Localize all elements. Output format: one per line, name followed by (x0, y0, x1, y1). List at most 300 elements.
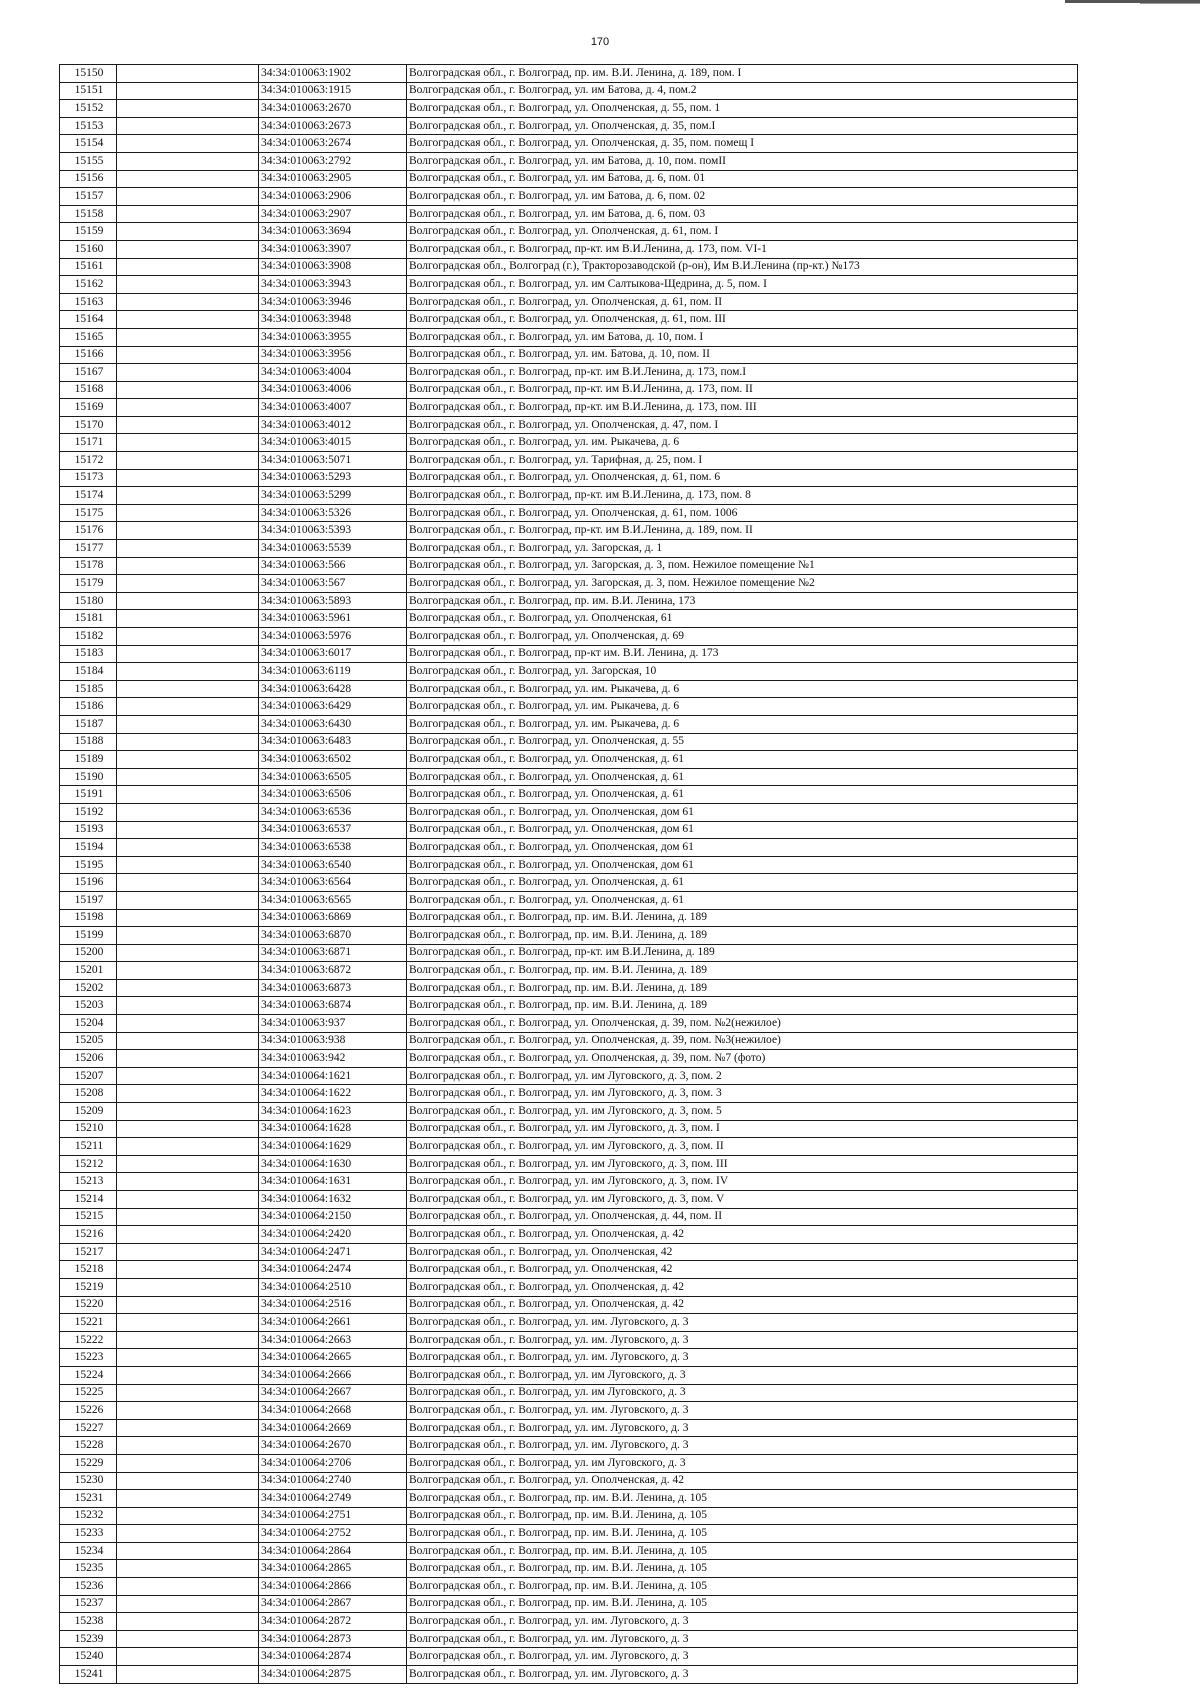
table-row (60, 188, 1078, 206)
table-row (60, 328, 1078, 346)
row-number-cell: 15158 (60, 205, 117, 223)
empty-cell (117, 927, 259, 945)
table-row (60, 944, 1078, 962)
table-row (60, 610, 1078, 628)
empty-cell (117, 891, 259, 909)
empty-cell (117, 452, 259, 470)
address-cell: Волгоградская обл., г. Волгоград, ул. им. Батова, д. 10, пом. II (407, 346, 1078, 364)
table-row (60, 1613, 1078, 1631)
row-number-cell: 15216 (60, 1226, 117, 1244)
address-cell: Волгоградская обл., г. Волгоград, ул. им Салтыкова-Щедрина, д. 5, пом. I (407, 276, 1078, 294)
table-row (60, 1173, 1078, 1191)
row-number-cell: 15217 (60, 1243, 117, 1261)
address-cell: Волгоградская обл., г. Волгоград, ул. им Луговского, д. 3, пом. II (407, 1138, 1078, 1156)
empty-cell (117, 293, 259, 311)
cadastral-number-cell: 34:34:010064:2873 (259, 1630, 407, 1648)
table-row (60, 258, 1078, 276)
table-row (60, 1630, 1078, 1648)
row-number-cell: 15196 (60, 874, 117, 892)
address-cell: Волгоградская обл., г. Волгоград, ул. им Луговского, д. 3, пом. 5 (407, 1103, 1078, 1121)
empty-cell (117, 786, 259, 804)
table-row (60, 1314, 1078, 1332)
row-number-cell: 15174 (60, 487, 117, 505)
empty-cell (117, 628, 259, 646)
empty-cell (117, 1173, 259, 1191)
empty-cell (117, 645, 259, 663)
row-number-cell: 15241 (60, 1666, 117, 1684)
table-row (60, 645, 1078, 663)
empty-cell (117, 610, 259, 628)
empty-cell (117, 1490, 259, 1508)
table-row (60, 1384, 1078, 1402)
empty-cell (117, 856, 259, 874)
cadastral-number-cell: 34:34:010063:566 (259, 557, 407, 575)
table-row (60, 1208, 1078, 1226)
row-number-cell: 15233 (60, 1525, 117, 1543)
empty-cell (117, 1243, 259, 1261)
cadastral-number-cell: 34:34:010063:2792 (259, 152, 407, 170)
row-number-cell: 15219 (60, 1278, 117, 1296)
empty-cell (117, 276, 259, 294)
row-number-cell: 15155 (60, 152, 117, 170)
cadastral-number-cell: 34:34:010063:567 (259, 575, 407, 593)
empty-cell (117, 1103, 259, 1121)
table-row (60, 1525, 1078, 1543)
table-row (60, 1155, 1078, 1173)
row-number-cell: 15202 (60, 979, 117, 997)
row-number-cell: 15221 (60, 1314, 117, 1332)
cadastral-number-cell: 34:34:010063:6483 (259, 733, 407, 751)
cadastral-number-cell: 34:34:010064:2471 (259, 1243, 407, 1261)
cadastral-number-cell: 34:34:010063:4015 (259, 434, 407, 452)
row-number-cell: 15163 (60, 293, 117, 311)
row-number-cell: 15199 (60, 927, 117, 945)
table-row (60, 733, 1078, 751)
table-row (60, 1578, 1078, 1596)
address-cell: Волгоградская обл., г. Волгоград, ул. им Батова, д. 6, пом. 02 (407, 188, 1078, 206)
row-number-cell: 15179 (60, 575, 117, 593)
table-row (60, 891, 1078, 909)
cadastral-number-cell: 34:34:010064:2663 (259, 1331, 407, 1349)
table-row (60, 1454, 1078, 1472)
cadastral-number-cell: 34:34:010064:1622 (259, 1085, 407, 1103)
table-row (60, 821, 1078, 839)
cadastral-number-cell: 34:34:010063:5893 (259, 592, 407, 610)
address-cell: Волгоградская обл., г. Волгоград, ул. Ополченская, 42 (407, 1243, 1078, 1261)
address-cell: Волгоградская обл., г. Волгоград, ул. им. Рыкачева, д. 6 (407, 715, 1078, 733)
table-row (60, 1595, 1078, 1613)
address-cell: Волгоградская обл., г. Волгоград, ул. им. Луговского, д. 3 (407, 1437, 1078, 1455)
cadastral-number-cell: 34:34:010064:1628 (259, 1120, 407, 1138)
address-cell: Волгоградская обл., г. Волгоград, ул. Ополченская, д. 39, пом. №2(нежилое) (407, 1015, 1078, 1033)
address-cell: Волгоградская обл., г. Волгоград, ул. им Луговского, д. 3, пом. III (407, 1155, 1078, 1173)
empty-cell (117, 1366, 259, 1384)
empty-cell (117, 504, 259, 522)
table-row (60, 311, 1078, 329)
table-row (60, 839, 1078, 857)
empty-cell (117, 1226, 259, 1244)
address-cell: Волгоградская обл., г. Волгоград, ул. им. Рыкачева, д. 6 (407, 434, 1078, 452)
address-cell: Волгоградская обл., г. Волгоград, ул. Ополченская, д. 39, пом. №7 (фото) (407, 1050, 1078, 1068)
row-number-cell: 15161 (60, 258, 117, 276)
table-row (60, 399, 1078, 417)
cadastral-number-cell: 34:34:010063:1902 (259, 65, 407, 83)
empty-cell (117, 240, 259, 258)
empty-cell (117, 1314, 259, 1332)
row-number-cell: 15154 (60, 135, 117, 153)
table-row (60, 1331, 1078, 1349)
address-cell: Волгоградская обл., г. Волгоград, ул. Ополченская, д. 61 (407, 786, 1078, 804)
address-cell: Волгоградская обл., г. Волгоград, пр. им. В.И. Ленина, д. 105 (407, 1542, 1078, 1560)
cadastral-number-cell: 34:34:010064:2865 (259, 1560, 407, 1578)
cadastral-number-cell: 34:34:010063:6536 (259, 803, 407, 821)
empty-cell (117, 1331, 259, 1349)
empty-cell (117, 65, 259, 83)
empty-cell (117, 1402, 259, 1420)
table-row (60, 346, 1078, 364)
row-number-cell: 15189 (60, 751, 117, 769)
address-cell: Волгоградская обл., г. Волгоград, ул. им Батова, д. 10, пом. помII (407, 152, 1078, 170)
cadastral-number-cell: 34:34:010063:3908 (259, 258, 407, 276)
table-row (60, 575, 1078, 593)
address-cell: Волгоградская обл., г. Волгоград, ул. им. Рыкачева, д. 6 (407, 680, 1078, 698)
scan-edge-mark-thin (1140, 3, 1200, 4)
empty-cell (117, 1138, 259, 1156)
table-row (60, 1648, 1078, 1666)
empty-cell (117, 1208, 259, 1226)
table-row (60, 1278, 1078, 1296)
table-row (60, 979, 1078, 997)
table-row (60, 117, 1078, 135)
row-number-cell: 15167 (60, 364, 117, 382)
cadastral-number-cell: 34:34:010064:2510 (259, 1278, 407, 1296)
empty-cell (117, 82, 259, 100)
address-cell: Волгоградская обл., г. Волгоград, пр. им. В.И. Ленина, 173 (407, 592, 1078, 610)
address-cell: Волгоградская обл., г. Волгоград, ул. Ополченская, д. 44, пом. II (407, 1208, 1078, 1226)
cadastral-number-cell: 34:34:010063:6506 (259, 786, 407, 804)
row-number-cell: 15235 (60, 1560, 117, 1578)
empty-cell (117, 311, 259, 329)
empty-cell (117, 170, 259, 188)
address-cell: Волгоградская обл., г. Волгоград, пр-кт. им В.И.Ленина, д. 189 (407, 944, 1078, 962)
address-cell: Волгоградская обл., г. Волгоград, пр. им. В.И. Ленина, д. 189 (407, 997, 1078, 1015)
table-row (60, 1490, 1078, 1508)
table-row (60, 1050, 1078, 1068)
table-row (60, 628, 1078, 646)
address-cell: Волгоградская обл., г. Волгоград, ул. Ополченская, д. 55 (407, 733, 1078, 751)
address-cell: Волгоградская обл., г. Волгоград, ул. им. Луговского, д. 3 (407, 1666, 1078, 1684)
table-row (60, 803, 1078, 821)
address-cell: Волгоградская обл., г. Волгоград, пр-кт. им В.И.Ленина, д. 173, пом. III (407, 399, 1078, 417)
address-cell: Волгоградская обл., г. Волгоград, ул. им Луговского, д. 3, пом. IV (407, 1173, 1078, 1191)
empty-cell (117, 205, 259, 223)
empty-cell (117, 540, 259, 558)
empty-cell (117, 1067, 259, 1085)
table-row (60, 909, 1078, 927)
empty-cell (117, 1542, 259, 1560)
cadastral-number-cell: 34:34:010064:2669 (259, 1419, 407, 1437)
row-number-cell: 15206 (60, 1050, 117, 1068)
row-number-cell: 15188 (60, 733, 117, 751)
cadastral-number-cell: 34:34:010064:2666 (259, 1366, 407, 1384)
table-row (60, 100, 1078, 118)
address-cell: Волгоградская обл., г. Волгоград, пр-кт. им В.И.Ленина, д. 173, пом.I (407, 364, 1078, 382)
address-cell: Волгоградская обл., г. Волгоград, ул. им. Луговского, д. 3 (407, 1630, 1078, 1648)
empty-cell (117, 1507, 259, 1525)
cadastral-number-cell: 34:34:010063:6871 (259, 944, 407, 962)
row-number-cell: 15218 (60, 1261, 117, 1279)
address-cell: Волгоградская обл., г. Волгоград, ул. им Луговского, д. 3 (407, 1454, 1078, 1472)
address-cell: Волгоградская обл., г. Волгоград, ул. Ополченская, д. 42 (407, 1278, 1078, 1296)
table-row (60, 1542, 1078, 1560)
cadastral-number-cell: 34:34:010063:2670 (259, 100, 407, 118)
table-row (60, 152, 1078, 170)
table-row (60, 997, 1078, 1015)
table-row (60, 1402, 1078, 1420)
table-row (60, 416, 1078, 434)
row-number-cell: 15151 (60, 82, 117, 100)
table-row (60, 680, 1078, 698)
table-row (60, 1067, 1078, 1085)
address-cell: Волгоградская обл., г. Волгоград, ул. им Батова, д. 10, пом. I (407, 328, 1078, 346)
row-number-cell: 15171 (60, 434, 117, 452)
table-row (60, 1349, 1078, 1367)
cadastral-number-cell: 34:34:010063:5393 (259, 522, 407, 540)
row-number-cell: 15205 (60, 1032, 117, 1050)
table-row (60, 1085, 1078, 1103)
row-number-cell: 15197 (60, 891, 117, 909)
table-row (60, 434, 1078, 452)
empty-cell (117, 1296, 259, 1314)
address-cell: Волгоградская обл., г. Волгоград, пр. им. В.И. Ленина, д. 105 (407, 1490, 1078, 1508)
address-cell: Волгоградская обл., г. Волгоград, ул. Ополченская, д. 55, пом. 1 (407, 100, 1078, 118)
cadastral-number-cell: 34:34:010063:3907 (259, 240, 407, 258)
row-number-cell: 15156 (60, 170, 117, 188)
table-row (60, 522, 1078, 540)
row-number-cell: 15198 (60, 909, 117, 927)
empty-cell (117, 1120, 259, 1138)
table-row (60, 240, 1078, 258)
empty-cell (117, 416, 259, 434)
row-number-cell: 15177 (60, 540, 117, 558)
address-cell: Волгоградская обл., г. Волгоград, ул. им. Луговского, д. 3 (407, 1613, 1078, 1631)
empty-cell (117, 1155, 259, 1173)
empty-cell (117, 979, 259, 997)
cadastral-number-cell: 34:34:010063:4006 (259, 381, 407, 399)
empty-cell (117, 1630, 259, 1648)
table-row (60, 1103, 1078, 1121)
cadastral-number-cell: 34:34:010063:4012 (259, 416, 407, 434)
address-cell: Волгоградская обл., г. Волгоград, ул. им Луговского, д. 3, пом. 3 (407, 1085, 1078, 1103)
cadastral-number-cell: 34:34:010063:6564 (259, 874, 407, 892)
address-cell: Волгоградская обл., г. Волгоград, пр. им. В.И. Ленина, д. 189 (407, 962, 1078, 980)
row-number-cell: 15186 (60, 698, 117, 716)
row-number-cell: 15157 (60, 188, 117, 206)
address-cell: Волгоградская обл., г. Волгоград, ул. Ополченская, д. 39, пом. №3(нежилое) (407, 1032, 1078, 1050)
address-cell: Волгоградская обл., г. Волгоград, ул. Тарифная, д. 25, пом. I (407, 452, 1078, 470)
empty-cell (117, 1613, 259, 1631)
cadastral-number-cell: 34:34:010064:2864 (259, 1542, 407, 1560)
row-number-cell: 15234 (60, 1542, 117, 1560)
table-row (60, 663, 1078, 681)
empty-cell (117, 188, 259, 206)
table-row (60, 381, 1078, 399)
table-row (60, 487, 1078, 505)
empty-cell (117, 1437, 259, 1455)
empty-cell (117, 1595, 259, 1613)
address-cell: Волгоградская обл., г. Волгоград, ул. им Луговского, д. 3, пом. I (407, 1120, 1078, 1138)
row-number-cell: 15185 (60, 680, 117, 698)
row-number-cell: 15228 (60, 1437, 117, 1455)
address-cell: Волгоградская обл., г. Волгоград, ул. Ополченская, 42 (407, 1261, 1078, 1279)
row-number-cell: 15193 (60, 821, 117, 839)
row-number-cell: 15231 (60, 1490, 117, 1508)
table-row (60, 1015, 1078, 1033)
table-row (60, 65, 1078, 83)
row-number-cell: 15211 (60, 1138, 117, 1156)
address-cell: Волгоградская обл., г. Волгоград, ул. Ополченская, д. 61, пом. I (407, 223, 1078, 241)
row-number-cell: 15214 (60, 1191, 117, 1209)
address-cell: Волгоградская обл., г. Волгоград, ул. им Луговского, д. 3, пом. 2 (407, 1067, 1078, 1085)
address-cell: Волгоградская обл., г. Волгоград, ул. им Батова, д. 4, пом.2 (407, 82, 1078, 100)
cadastral-number-cell: 34:34:010063:3948 (259, 311, 407, 329)
empty-cell (117, 1648, 259, 1666)
row-number-cell: 15178 (60, 557, 117, 575)
empty-cell (117, 1015, 259, 1033)
table-row (60, 1243, 1078, 1261)
table-row (60, 768, 1078, 786)
empty-cell (117, 557, 259, 575)
address-cell: Волгоградская обл., г. Волгоград, пр-кт им. В.И. Ленина, д. 173 (407, 645, 1078, 663)
cadastral-number-cell: 34:34:010063:6870 (259, 927, 407, 945)
table-row (60, 276, 1078, 294)
cadastral-number-cell: 34:34:010063:6502 (259, 751, 407, 769)
cadastral-number-cell: 34:34:010063:938 (259, 1032, 407, 1050)
empty-cell (117, 258, 259, 276)
address-cell: Волгоградская обл., г. Волгоград, ул. Загорская, д. 3, пом. Нежилое помещение №1 (407, 557, 1078, 575)
empty-cell (117, 1191, 259, 1209)
table-row (60, 452, 1078, 470)
address-cell: Волгоградская обл., г. Волгоград, пр-кт. им В.И.Ленина, д. 189, пом. II (407, 522, 1078, 540)
table-row (60, 1191, 1078, 1209)
empty-cell (117, 663, 259, 681)
empty-cell (117, 839, 259, 857)
cadastral-number-cell: 34:34:010064:2749 (259, 1490, 407, 1508)
address-cell: Волгоградская обл., г. Волгоград, ул. Загорская, д. 1 (407, 540, 1078, 558)
empty-cell (117, 1278, 259, 1296)
cadastral-number-cell: 34:34:010063:2906 (259, 188, 407, 206)
empty-cell (117, 487, 259, 505)
cadastral-number-cell: 34:34:010064:1632 (259, 1191, 407, 1209)
empty-cell (117, 100, 259, 118)
empty-cell (117, 751, 259, 769)
cadastral-number-cell: 34:34:010063:2907 (259, 205, 407, 223)
empty-cell (117, 1472, 259, 1490)
row-number-cell: 15183 (60, 645, 117, 663)
empty-cell (117, 575, 259, 593)
address-cell: Волгоградская обл., г. Волгоград, ул. Загорская, д. 3, пом. Нежилое помещение №2 (407, 575, 1078, 593)
empty-cell (117, 1050, 259, 1068)
cadastral-number-cell: 34:34:010064:1630 (259, 1155, 407, 1173)
cadastral-number-cell: 34:34:010063:3943 (259, 276, 407, 294)
table-row (60, 962, 1078, 980)
cadastral-number-cell: 34:34:010064:2474 (259, 1261, 407, 1279)
row-number-cell: 15153 (60, 117, 117, 135)
row-number-cell: 15207 (60, 1067, 117, 1085)
cadastral-number-cell: 34:34:010063:942 (259, 1050, 407, 1068)
table-row (60, 698, 1078, 716)
table-row (60, 1261, 1078, 1279)
address-cell: Волгоградская обл., г. Волгоград, ул. Ополченская, д. 61 (407, 751, 1078, 769)
row-number-cell: 15173 (60, 469, 117, 487)
row-number-cell: 15160 (60, 240, 117, 258)
table-row (60, 504, 1078, 522)
table-row (60, 1032, 1078, 1050)
empty-cell (117, 1578, 259, 1596)
address-cell: Волгоградская обл., г. Волгоград, ул. Ополченская, д. 69 (407, 628, 1078, 646)
address-cell: Волгоградская обл., г. Волгоград, ул. Ополченская, д. 61, пом. 6 (407, 469, 1078, 487)
cadastral-number-cell: 34:34:010064:1621 (259, 1067, 407, 1085)
row-number-cell: 15170 (60, 416, 117, 434)
address-cell: Волгоградская обл., г. Волгоград, ул. Ополченская, д. 61, пом. II (407, 293, 1078, 311)
table-row (60, 469, 1078, 487)
row-number-cell: 15229 (60, 1454, 117, 1472)
address-cell: Волгоградская обл., г. Волгоград, пр. им. В.И. Ленина, д. 105 (407, 1578, 1078, 1596)
address-cell: Волгоградская обл., г. Волгоград, ул. им Батова, д. 6, пом. 03 (407, 205, 1078, 223)
empty-cell (117, 152, 259, 170)
table-row (60, 856, 1078, 874)
empty-cell (117, 364, 259, 382)
row-number-cell: 15223 (60, 1349, 117, 1367)
address-cell: Волгоградская обл., г. Волгоград, ул. им. Луговского, д. 3 (407, 1331, 1078, 1349)
cadastral-number-cell: 34:34:010063:2674 (259, 135, 407, 153)
cadastral-number-cell: 34:34:010064:2874 (259, 1648, 407, 1666)
row-number-cell: 15201 (60, 962, 117, 980)
cadastral-number-cell: 34:34:010063:6872 (259, 962, 407, 980)
cadastral-number-cell: 34:34:010063:5326 (259, 504, 407, 522)
empty-cell (117, 1454, 259, 1472)
row-number-cell: 15210 (60, 1120, 117, 1138)
address-cell: Волгоградская обл., г. Волгоград, ул. им. Луговского, д. 3 (407, 1402, 1078, 1420)
cadastral-number-cell: 34:34:010063:6429 (259, 698, 407, 716)
empty-cell (117, 346, 259, 364)
table-row (60, 1560, 1078, 1578)
row-number-cell: 15230 (60, 1472, 117, 1490)
cadastral-number-cell: 34:34:010063:6540 (259, 856, 407, 874)
row-number-cell: 15215 (60, 1208, 117, 1226)
address-cell: Волгоградская обл., г. Волгоград, ул. Ополченская, дом 61 (407, 839, 1078, 857)
table-row (60, 135, 1078, 153)
cadastral-number-cell: 34:34:010064:2668 (259, 1402, 407, 1420)
row-number-cell: 15168 (60, 381, 117, 399)
address-cell: Волгоградская обл., г. Волгоград, ул. Ополченская, д. 47, пом. I (407, 416, 1078, 434)
cadastral-number-cell: 34:34:010063:6869 (259, 909, 407, 927)
cadastral-number-cell: 34:34:010064:2670 (259, 1437, 407, 1455)
empty-cell (117, 962, 259, 980)
empty-cell (117, 1349, 259, 1367)
address-cell: Волгоградская обл., г. Волгоград, ул. Загорская, 10 (407, 663, 1078, 681)
empty-cell (117, 1666, 259, 1684)
address-cell: Волгоградская обл., г. Волгоград, ул. Ополченская, д. 61 (407, 891, 1078, 909)
row-number-cell: 15190 (60, 768, 117, 786)
empty-cell (117, 821, 259, 839)
address-cell: Волгоградская обл., г. Волгоград, ул. им. Луговского, д. 3 (407, 1314, 1078, 1332)
empty-cell (117, 944, 259, 962)
empty-cell (117, 522, 259, 540)
address-cell: Волгоградская обл., г. Волгоград, ул. им. Луговского, д. 3 (407, 1648, 1078, 1666)
address-cell: Волгоградская обл., г. Волгоград, пр-кт. им В.И.Ленина, д. 173, пом. 8 (407, 487, 1078, 505)
row-number-cell: 15184 (60, 663, 117, 681)
